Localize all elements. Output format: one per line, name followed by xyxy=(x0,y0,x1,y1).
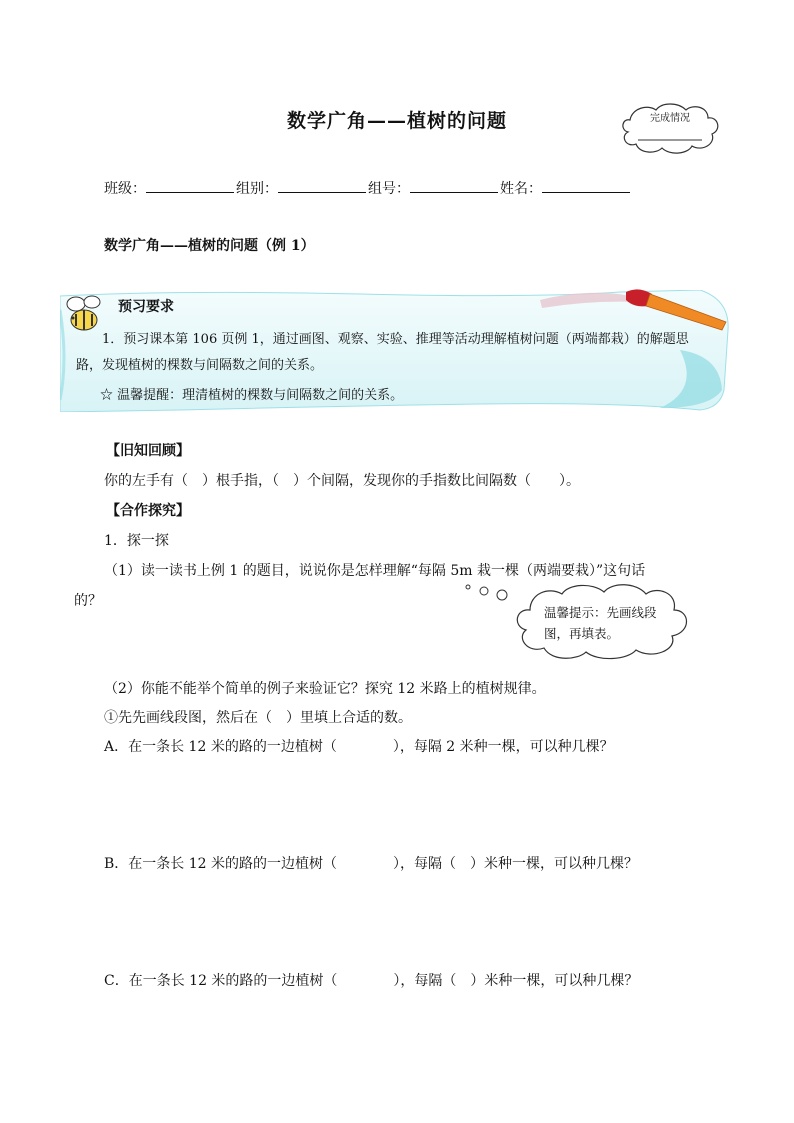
preview-line-1: 1．预习课本第 106 页例 1，通过画图、观察、实验、推理等活动理解植树问题（两端都栽）的解题思 xyxy=(102,332,689,347)
group-blank[interactable] xyxy=(278,178,366,193)
number-blank[interactable] xyxy=(410,178,498,193)
name-label: 姓名： xyxy=(500,181,542,197)
preview-heading: 预习要求 xyxy=(118,299,174,315)
question-2: （2）你能不能举个简单的例子来验证它？探究 12 米路上的植树规律。 xyxy=(104,681,546,697)
problem-b: B．在一条长 12 米的路的一边植树（ ），每隔（ ）米种一棵，可以种几棵？ xyxy=(104,856,639,872)
thought-bubbles-icon xyxy=(462,582,512,602)
review-heading: 【旧知回顾】 xyxy=(106,443,190,459)
question-1-line-2: 的？ xyxy=(74,593,102,609)
explore-step-1: 1．探一探 xyxy=(104,533,169,549)
page-title: 数学广角——植树的问题 xyxy=(286,110,507,132)
completion-status-cloud xyxy=(616,100,724,158)
class-blank[interactable] xyxy=(146,178,234,193)
section-subtitle: 数学广角——植树的问题（例 1） xyxy=(104,238,315,254)
preview-line-2: 路，发现植树的棵数与间隔数之间的关系。 xyxy=(76,358,324,373)
student-info-row xyxy=(104,178,632,198)
instruction-line: ①先先画线段图，然后在（ ）里填上合适的数。 xyxy=(104,710,412,726)
problem-a: A．在一条长 12 米的路的一边植树（ ），每隔 2 米种一棵，可以种几棵？ xyxy=(104,739,614,755)
problem-c: C．在一条长 12 米的路的一边植树（ ），每隔（ ）米种一棵，可以种几棵？ xyxy=(104,973,639,989)
class-label: 班级： xyxy=(104,181,146,197)
explore-heading: 【合作探究】 xyxy=(106,503,190,519)
question-1-line-1: （1）读一读书上例 1 的题目，说说你是怎样理解“每隔 5m 栽一棵（两端要栽）”这句话 xyxy=(104,563,646,579)
review-question: 你的左手有（ ）根手指，（ ）个间隔，发现你的手指数比间隔数（ ）。 xyxy=(104,473,580,489)
preview-tip: ☆ 温馨提醒：理清植树的棵数与间隔数之间的关系。 xyxy=(100,388,404,403)
group-label: 组别： xyxy=(236,181,278,197)
tip-cloud-text: 温馨提示：先画线段图，再填表。 xyxy=(544,605,657,641)
tip-cloud xyxy=(508,580,694,662)
completion-status-label: 完成情况 xyxy=(650,113,690,124)
number-label: 组号： xyxy=(368,181,410,197)
name-blank[interactable] xyxy=(542,178,630,193)
preview-banner xyxy=(60,290,730,412)
